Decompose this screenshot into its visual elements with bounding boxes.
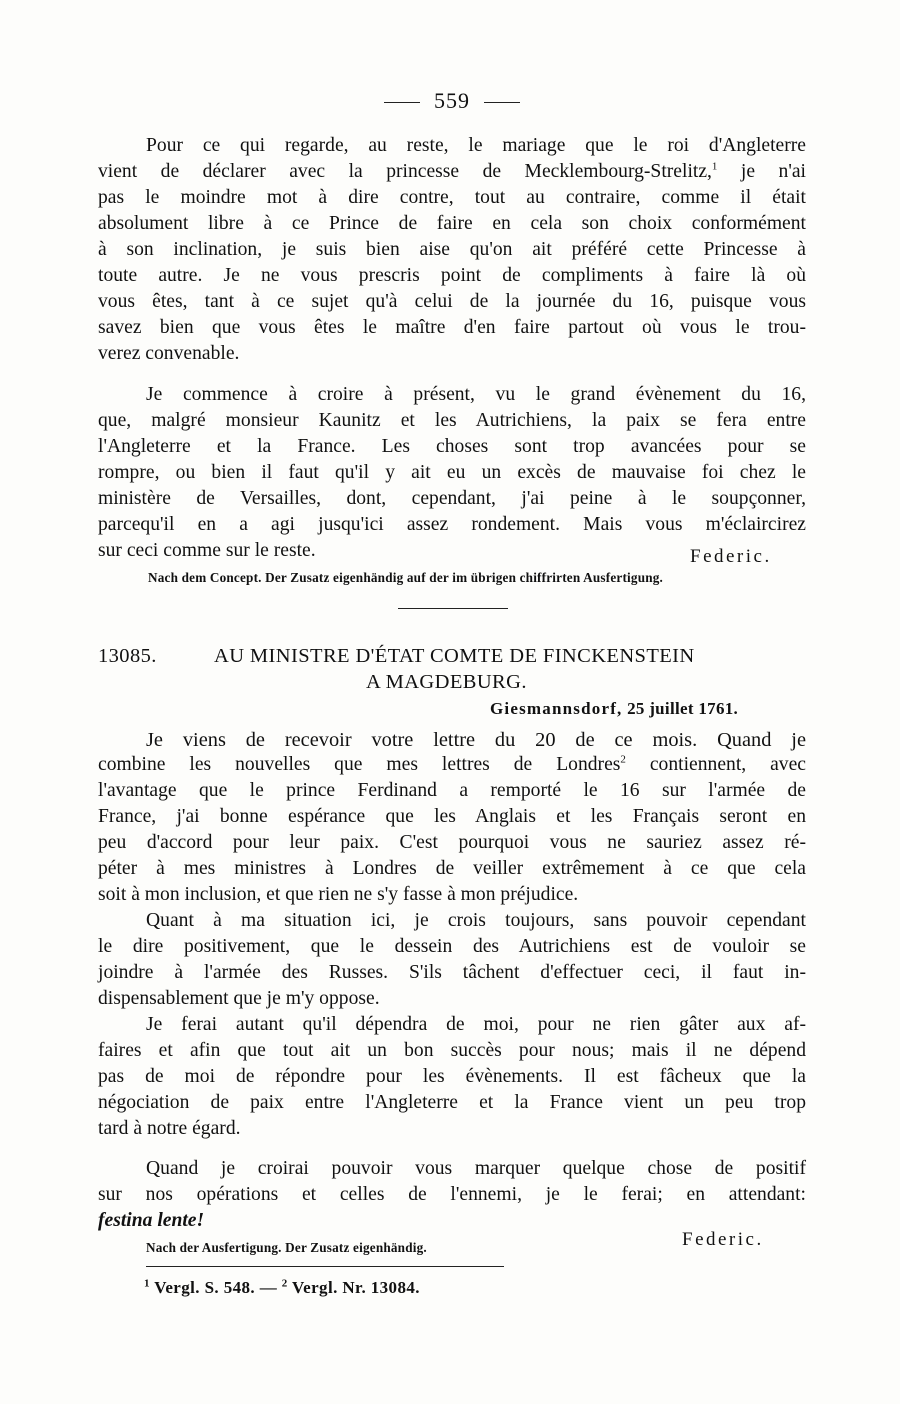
para1-line: vous êtes, tant à ce sujet qu'à celui de la journée du 16, puisque vous xyxy=(98,291,806,312)
para3-line-text: combine les nouvelles que mes lettres de Londres xyxy=(98,754,621,775)
dateline-place: Giesmannsdorf, xyxy=(490,699,623,718)
para1-line: à son inclination, je suis bien aise qu'on ait préféré cette Princesse à xyxy=(98,239,806,260)
para1-line: toute autre. Je ne vous prescris point de compliments à faire là où xyxy=(98,265,806,286)
para2-line: Je commence à croire à présent, vu le grand évènement du 16, xyxy=(146,384,806,405)
para4-line: le dire positivement, que le dessein des Autrichiens est de vouloir se xyxy=(98,936,806,957)
page-number-text: 559 xyxy=(434,88,470,113)
page-number-dash-left xyxy=(384,102,420,103)
para2-line: l'Angleterre et la France. Les choses sont trop avancées pour se xyxy=(98,436,806,457)
para1-line: savez bien que vous êtes le maître d'en faire partout où vous le trou- xyxy=(98,317,806,338)
source-note: Nach dem Concept. Der Zusatz eigenhändig auf der im übrigen chiffrirten Ausfertigung. xyxy=(148,570,664,585)
letter-heading-place: A MAGDEBURG. xyxy=(366,671,527,693)
para3-line: péter à mes ministres à Londres de veiller extrêmement à ce que cela xyxy=(98,858,806,879)
para5-line: Je ferai autant qu'il dépendra de moi, pour ne rien gâter aux af- xyxy=(146,1014,806,1035)
para2-line: rompre, ou bien il faut qu'il y ait eu un excès de mauvaise foi chez le xyxy=(98,462,806,483)
dateline xyxy=(490,699,738,719)
para6-italic-line: festina lente! xyxy=(98,1210,205,1231)
page-number-dash-right xyxy=(484,102,520,103)
para3-line: peu d'accord pour leur paix. C'est pourquoi vous ne sauriez assez ré- xyxy=(98,832,806,853)
section-divider xyxy=(398,608,508,609)
footnote-separator: — xyxy=(255,1278,282,1297)
para1-line: Pour ce qui regarde, au reste, le mariage que le roi d'Angleterre xyxy=(146,135,806,156)
para1-line xyxy=(98,159,806,185)
para1-line: absolument libre à ce Prince de faire en cela son choix conformément xyxy=(98,213,806,234)
para2-line: parcequ'il en a agi jusqu'ici assez rondement. Mais vous m'éclaircirez xyxy=(98,514,806,535)
footnote-mark: 2 xyxy=(281,1277,288,1290)
footnote-ref: 1 xyxy=(711,160,718,173)
para2-line: ministère de Versailles, dont, cependant, j'ai peine à le soupçonner, xyxy=(98,488,806,509)
para6-line: sur nos opérations et celles de l'ennemi, je le ferai; en attendant: xyxy=(98,1184,806,1205)
para5-line: tard à notre égard. xyxy=(98,1118,241,1139)
signature: Federic. xyxy=(682,1229,764,1250)
para3-line: Je viens de recevoir votre lettre du 20 de ce mois. Quand je xyxy=(146,729,806,751)
page-number xyxy=(98,88,806,114)
para3-line-tail: contiennent, avec xyxy=(625,754,806,775)
letter-heading: AU MINISTRE D'ÉTAT COMTE DE FINCKENSTEIN xyxy=(214,645,695,667)
signature: Federic. xyxy=(690,546,772,567)
para2-line: sur ceci comme sur le reste. xyxy=(98,540,316,561)
para6-line: Quand je croirai pouvoir vous marquer quelque chose de positif xyxy=(146,1158,806,1179)
footnote-text: Vergl. Nr. 13084. xyxy=(287,1278,420,1297)
para4-line: Quant à ma situation ici, je crois toujours, sans pouvoir cependant xyxy=(146,910,806,931)
para3-line: soit à mon inclusion, et que rien ne s'y fasse à mon préjudice. xyxy=(98,884,579,905)
para2-line: que, malgré monsieur Kaunitz et les Autrichiens, la paix se fera entre xyxy=(98,410,806,431)
para1-line: verez convenable. xyxy=(98,343,240,364)
para3-line: France, j'ai bonne espérance que les Anglais et les Français seront en xyxy=(98,806,806,827)
para5-line: faires et afin que tout ait un bon succès pour nous; mais il ne dépend xyxy=(98,1040,806,1061)
footnote-divider xyxy=(146,1266,504,1267)
para3-line xyxy=(98,752,806,778)
para1-line: pas le moindre mot à dire contre, tout au contraire, comme il était xyxy=(98,187,806,208)
para4-line: joindre à l'armée des Russes. S'ils tâchent d'effectuer ceci, il faut in- xyxy=(98,962,806,983)
para4-line: dispensablement que je m'y oppose. xyxy=(98,988,380,1009)
footnote-ref: 2 xyxy=(620,753,626,766)
letter-number: 13085. xyxy=(98,645,157,667)
para3-line: l'avantage que le prince Ferdinand a remporté le 16 sur l'armée de xyxy=(98,780,806,801)
para1-line-text: vient de déclarer avec la princesse de Mecklembourg-Strelitz, xyxy=(98,161,712,182)
para5-line: négociation de paix entre l'Angleterre et la France vient un peu trop xyxy=(98,1092,806,1113)
para5-line: pas de moi de répondre pour les évènements. Il est fâcheux que la xyxy=(98,1066,806,1087)
para1-line-tail: je n'ai xyxy=(717,161,806,182)
footnote-mark: 1 xyxy=(144,1277,150,1290)
dateline-date: 25 juillet 1761. xyxy=(622,699,739,718)
footnotes xyxy=(144,1278,420,1298)
footnote-text: Vergl. S. 548. xyxy=(149,1278,256,1297)
source-note: Nach der Ausfertigung. Der Zusatz eigenhändig. xyxy=(146,1240,427,1255)
